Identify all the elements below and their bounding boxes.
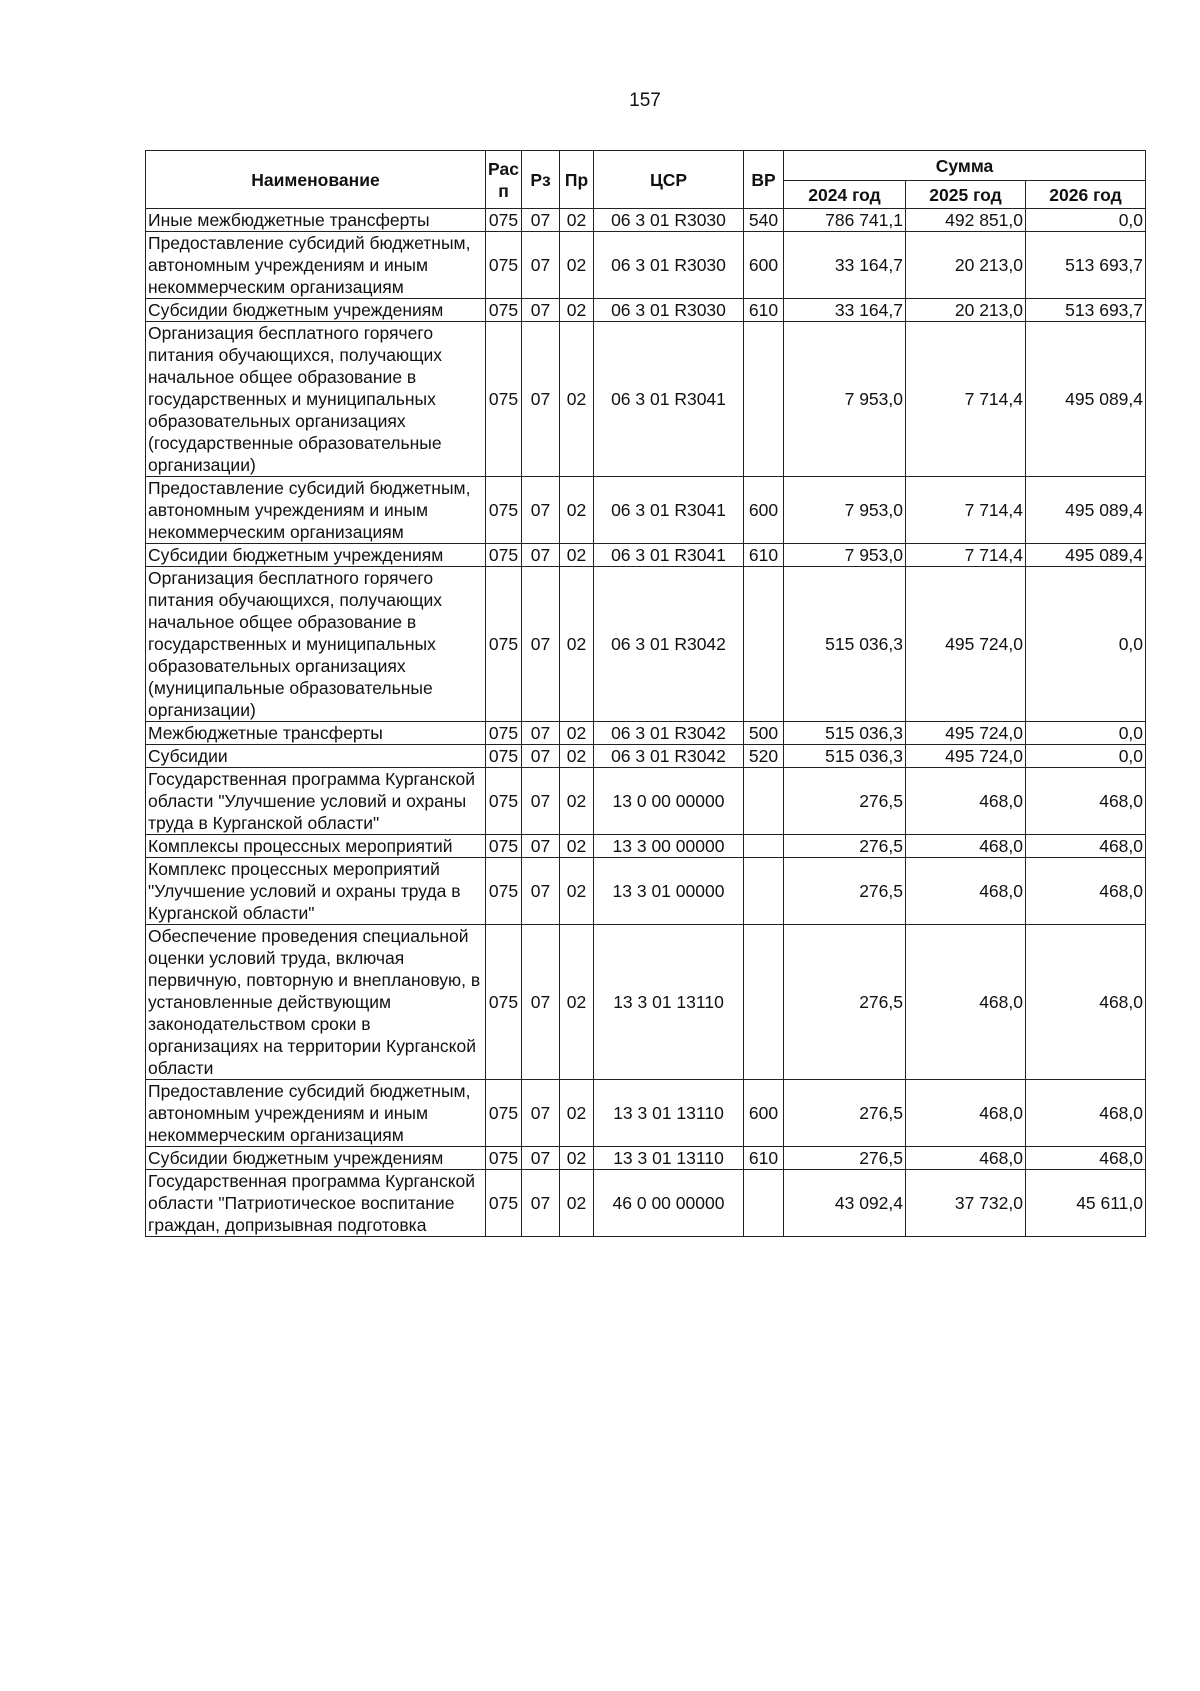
table-row [146,477,1146,544]
cell-pr: 02 [560,299,594,322]
cell-pr: 02 [560,925,594,1080]
cell-rz: 07 [522,299,560,322]
cell-csr: 06 3 01 R3042 [594,567,744,722]
cell-y2024: 7 953,0 [784,544,906,567]
cell-vr: 520 [744,745,784,768]
cell-vr: 610 [744,544,784,567]
table-row [146,835,1146,858]
cell-y2025: 495 724,0 [906,567,1026,722]
cell-rasp: 075 [486,544,522,567]
cell-y2024: 276,5 [784,768,906,835]
table-body [146,209,1146,1237]
cell-csr: 06 3 01 R3030 [594,209,744,232]
cell-name: Организация бесплатного горячего питания обучающихся, получающих начальное общее образование в государственных и муниципальных образовательных организациях (муниципальные образовательные организации) [146,567,486,722]
cell-rz: 07 [522,1147,560,1170]
cell-csr: 13 3 01 13110 [594,1080,744,1147]
header-2025: 2025 год [906,181,1026,209]
cell-csr: 13 3 01 13110 [594,1147,744,1170]
cell-y2025: 468,0 [906,1080,1026,1147]
cell-rasp: 075 [486,1080,522,1147]
cell-vr: 600 [744,1080,784,1147]
table-row [146,1170,1146,1237]
cell-y2025: 495 724,0 [906,745,1026,768]
cell-rasp: 075 [486,567,522,722]
budget-table [145,150,1146,1237]
cell-name: Обеспечение проведения специальной оценки условий труда, включая первичную, повторную и внеплановую, в установленные действующим законодательством сроки в организациях на территории Курганской области [146,925,486,1080]
cell-name: Предоставление субсидий бюджетным, автономным учреждениям и иным некоммерческим организациям [146,1080,486,1147]
header-pr: Пр [560,151,594,209]
cell-csr: 06 3 01 R3041 [594,544,744,567]
cell-csr: 13 3 00 00000 [594,835,744,858]
cell-y2025: 468,0 [906,858,1026,925]
cell-vr: 610 [744,299,784,322]
cell-name: Комплекс процессных мероприятий "Улучшение условий и охраны труда в Курганской области" [146,858,486,925]
cell-csr: 46 0 00 00000 [594,1170,744,1237]
cell-y2024: 33 164,7 [784,232,906,299]
table-row [146,299,1146,322]
cell-y2024: 786 741,1 [784,209,906,232]
cell-rasp: 075 [486,835,522,858]
cell-name: Предоставление субсидий бюджетным, автономным учреждениям и иным некоммерческим организациям [146,232,486,299]
cell-y2024: 33 164,7 [784,299,906,322]
cell-y2025: 468,0 [906,925,1026,1080]
cell-csr: 13 3 01 00000 [594,858,744,925]
cell-rasp: 075 [486,1147,522,1170]
cell-y2025: 468,0 [906,1147,1026,1170]
cell-vr [744,925,784,1080]
cell-csr: 06 3 01 R3042 [594,722,744,745]
cell-rasp: 075 [486,925,522,1080]
cell-y2026: 0,0 [1026,567,1146,722]
header-name: Наименование [146,151,486,209]
cell-rz: 07 [522,1080,560,1147]
cell-pr: 02 [560,722,594,745]
cell-y2024: 276,5 [784,1147,906,1170]
cell-rasp: 075 [486,745,522,768]
cell-y2026: 468,0 [1026,1147,1146,1170]
cell-y2024: 515 036,3 [784,745,906,768]
header-2026: 2026 год [1026,181,1146,209]
cell-y2026: 513 693,7 [1026,232,1146,299]
table-row [146,232,1146,299]
cell-vr [744,322,784,477]
cell-csr: 06 3 01 R3030 [594,299,744,322]
cell-rz: 07 [522,232,560,299]
cell-vr: 540 [744,209,784,232]
cell-name: Субсидии бюджетным учреждениям [146,299,486,322]
cell-y2026: 468,0 [1026,925,1146,1080]
cell-rz: 07 [522,477,560,544]
cell-rasp: 075 [486,768,522,835]
cell-rz: 07 [522,858,560,925]
page-number: 157 [629,90,661,111]
cell-name: Иные межбюджетные трансферты [146,209,486,232]
cell-pr: 02 [560,745,594,768]
cell-y2025: 20 213,0 [906,232,1026,299]
cell-y2025: 20 213,0 [906,299,1026,322]
cell-y2026: 495 089,4 [1026,544,1146,567]
cell-y2026: 0,0 [1026,722,1146,745]
table-row [146,745,1146,768]
cell-rasp: 075 [486,299,522,322]
cell-y2025: 7 714,4 [906,477,1026,544]
cell-y2025: 495 724,0 [906,722,1026,745]
cell-y2024: 43 092,4 [784,1170,906,1237]
cell-pr: 02 [560,768,594,835]
table-row [146,567,1146,722]
cell-name: Субсидии бюджетным учреждениям [146,544,486,567]
table-row [146,768,1146,835]
cell-y2024: 515 036,3 [784,722,906,745]
cell-rz: 07 [522,1170,560,1237]
cell-y2026: 495 089,4 [1026,322,1146,477]
cell-pr: 02 [560,1080,594,1147]
cell-csr: 13 3 01 13110 [594,925,744,1080]
cell-csr: 06 3 01 R3042 [594,745,744,768]
cell-rz: 07 [522,722,560,745]
table-row [146,1147,1146,1170]
cell-y2025: 492 851,0 [906,209,1026,232]
cell-rasp: 075 [486,322,522,477]
table-row [146,925,1146,1080]
cell-rasp: 075 [486,1170,522,1237]
cell-y2026: 45 611,0 [1026,1170,1146,1237]
cell-y2026: 468,0 [1026,768,1146,835]
cell-vr [744,858,784,925]
cell-y2024: 276,5 [784,858,906,925]
cell-name: Государственная программа Курганской области "Патриотическое воспитание граждан, допризывная подготовка [146,1170,486,1237]
cell-csr: 06 3 01 R3041 [594,322,744,477]
cell-y2024: 7 953,0 [784,322,906,477]
cell-vr [744,835,784,858]
cell-name: Организация бесплатного горячего питания обучающихся, получающих начальное общее образование в государственных и муниципальных образовательных организациях (государственные образовательные организации) [146,322,486,477]
cell-vr [744,1170,784,1237]
cell-csr: 06 3 01 R3030 [594,232,744,299]
cell-y2024: 276,5 [784,1080,906,1147]
cell-pr: 02 [560,477,594,544]
cell-rz: 07 [522,835,560,858]
cell-rz: 07 [522,567,560,722]
cell-rasp: 075 [486,477,522,544]
cell-name: Предоставление субсидий бюджетным, автономным учреждениям и иным некоммерческим организациям [146,477,486,544]
cell-vr: 610 [744,1147,784,1170]
header-sum: Сумма [784,151,1146,181]
cell-rasp: 075 [486,722,522,745]
cell-y2024: 515 036,3 [784,567,906,722]
cell-y2026: 513 693,7 [1026,299,1146,322]
cell-y2024: 276,5 [784,835,906,858]
cell-y2025: 468,0 [906,835,1026,858]
cell-pr: 02 [560,858,594,925]
cell-y2025: 468,0 [906,768,1026,835]
cell-y2025: 7 714,4 [906,322,1026,477]
cell-rz: 07 [522,544,560,567]
cell-pr: 02 [560,835,594,858]
cell-rz: 07 [522,209,560,232]
header-rz: Рз [522,151,560,209]
cell-y2026: 0,0 [1026,209,1146,232]
cell-pr: 02 [560,322,594,477]
cell-pr: 02 [560,209,594,232]
cell-name: Государственная программа Курганской области "Улучшение условий и охраны труда в Курганской области" [146,768,486,835]
table-row [146,322,1146,477]
cell-pr: 02 [560,232,594,299]
cell-y2026: 468,0 [1026,1080,1146,1147]
cell-rasp: 075 [486,858,522,925]
cell-rz: 07 [522,322,560,477]
header-rasp: Рас п [486,151,522,209]
cell-name: Межбюджетные трансферты [146,722,486,745]
table-row [146,209,1146,232]
header-csr: ЦСР [594,151,744,209]
cell-name: Субсидии [146,745,486,768]
cell-rasp: 075 [486,209,522,232]
table-row [146,1080,1146,1147]
cell-y2026: 468,0 [1026,858,1146,925]
cell-vr: 500 [744,722,784,745]
header-2024: 2024 год [784,181,906,209]
cell-pr: 02 [560,1170,594,1237]
cell-y2024: 7 953,0 [784,477,906,544]
cell-csr: 06 3 01 R3041 [594,477,744,544]
table-row [146,722,1146,745]
cell-y2026: 495 089,4 [1026,477,1146,544]
cell-rasp: 075 [486,232,522,299]
cell-vr: 600 [744,232,784,299]
cell-y2025: 37 732,0 [906,1170,1026,1237]
cell-pr: 02 [560,567,594,722]
cell-csr: 13 0 00 00000 [594,768,744,835]
cell-name: Субсидии бюджетным учреждениям [146,1147,486,1170]
cell-pr: 02 [560,1147,594,1170]
cell-y2025: 7 714,4 [906,544,1026,567]
cell-y2024: 276,5 [784,925,906,1080]
cell-vr [744,567,784,722]
header-vr: ВР [744,151,784,209]
cell-name: Комплексы процессных мероприятий [146,835,486,858]
cell-y2026: 468,0 [1026,835,1146,858]
cell-vr [744,768,784,835]
cell-rz: 07 [522,768,560,835]
cell-vr: 600 [744,477,784,544]
cell-y2026: 0,0 [1026,745,1146,768]
table-row [146,544,1146,567]
cell-pr: 02 [560,544,594,567]
cell-rz: 07 [522,745,560,768]
cell-rz: 07 [522,925,560,1080]
table-row [146,858,1146,925]
